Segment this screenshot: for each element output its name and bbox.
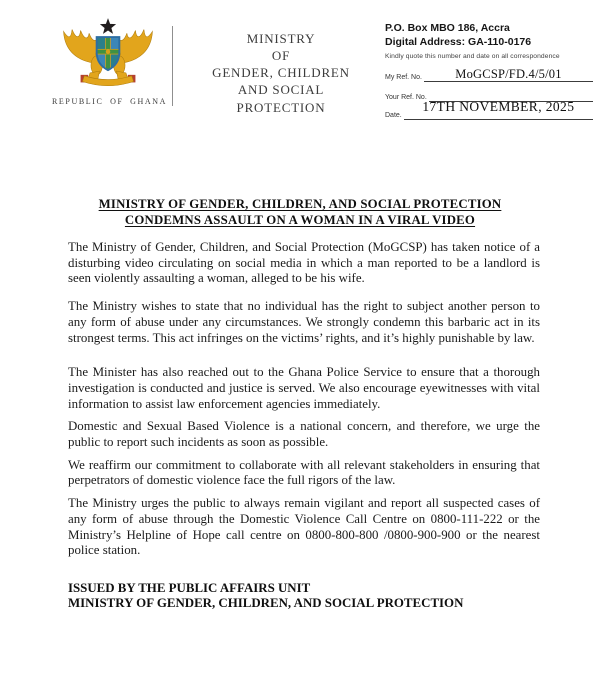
paragraph-6: The Ministry urges the public to always remain vigilant and report all suspected cases of any form of abuse through the Domestic Violence Call Centre on 0800-111-222 or the Ministry’s Helpline of Hope call centre on 0800-800-800 /0800-900-900 or the nearest police station. <box>68 496 540 558</box>
my-ref-row <box>385 66 593 82</box>
paragraph-5: We reaffirm our commitment to collaborate with all relevant stakeholders in ensuring that perpetrators of domestic violence face the full rigors of the law. <box>68 457 540 488</box>
my-ref-rule <box>424 66 593 82</box>
my-ref-value: MoGCSP/FD.4/5/01 <box>455 67 562 82</box>
paragraph-4: Domestic and Sexual Based Violence is a national concern, and therefore, we urge the public to report such incidents as soon as possible. <box>68 419 540 450</box>
letterhead <box>0 0 600 120</box>
title-line-2: CONDEMNS ASSAULT ON A WOMAN IN A VIRAL VIDEO <box>124 213 476 227</box>
date-row <box>385 99 593 120</box>
ministry-name-line: OF <box>271 48 291 64</box>
black-star-icon <box>100 18 116 34</box>
press-release-body <box>68 240 540 559</box>
header-divider <box>172 26 173 106</box>
ministry-name-line: MINISTRY <box>246 31 316 46</box>
issued-by-line: ISSUED BY THE PUBLIC AFFAIRS UNIT <box>68 580 311 595</box>
title-line-1: MINISTRY OF GENDER, CHILDREN, AND SOCIAL PROTECTION <box>98 197 502 211</box>
po-box-line: P.O. Box MBO 186, Accra <box>385 22 510 34</box>
ministry-name <box>183 30 379 116</box>
paragraph-3: The Minister has also reached out to the Ghana Police Service to ensure that a thorough investigation is conducted and justice is served. We also encourage eyewitnesses with vital information to assist law enforcement agencies immediately. <box>68 365 540 411</box>
coat-of-arms-graphic <box>56 14 160 96</box>
digital-address-line: Digital Address: GA-110-0176 <box>385 35 532 48</box>
ministry-name-line: AND SOCIAL <box>237 82 325 98</box>
shield-icon <box>97 37 120 70</box>
republic-of-ghana-label: REPUBLIC OF GHANA <box>52 97 167 106</box>
ministry-name-line: PROTECTION <box>236 99 326 115</box>
ministry-name-line: GENDER, CHILDREN <box>212 65 350 81</box>
date-label: Date. <box>385 112 402 120</box>
issuing-ministry-line: MINISTRY OF GENDER, CHILDREN, AND SOCIAL PROTECTION <box>68 596 464 611</box>
contact-block <box>385 14 593 120</box>
quote-note: Kindly quote this number and date on all correspondence <box>385 53 560 61</box>
issued-by-block <box>68 581 540 612</box>
press-release-title <box>0 196 600 228</box>
ghana-coat-of-arms <box>52 14 167 106</box>
paragraph-1: The Ministry of Gender, Children, and Social Protection (MoGCSP) has taken notice of a disturbing video circulating on social media in which a man reported to be a landlord is seen violently assaulting a woman, alleged to be his wife. <box>68 240 540 286</box>
paragraph-2: The Ministry wishes to state that no individual has the right to subject another person to any form of abuse under any circumstances. We strongly condemn this barbaric act in its strongest terms. This act infringes on the victims’ rights, and it’s highly punishable by law. <box>68 299 540 345</box>
date-value: 17TH NOVEMBER, 2025 <box>422 99 575 115</box>
my-ref-label: My Ref. No. <box>385 74 422 82</box>
date-rule <box>404 99 593 120</box>
your-ref-label: Your Ref. No. <box>385 94 427 102</box>
